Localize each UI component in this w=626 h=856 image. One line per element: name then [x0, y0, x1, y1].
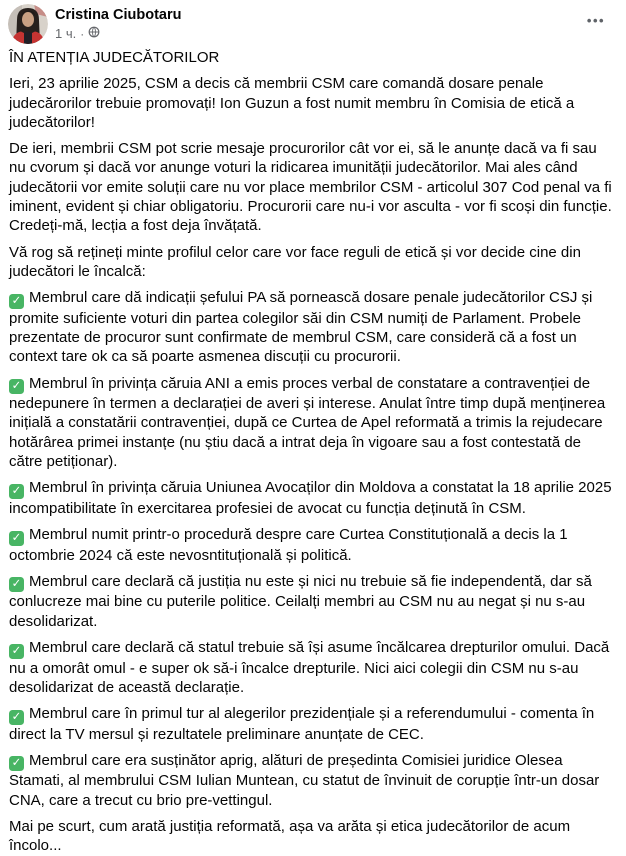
- check-icon: ✓: [9, 379, 24, 394]
- checklist-item: ✓ Membrul în privința căruia ANI a emis proces verbal de constatare a contravenției de nedepunere în termen a declarației de averi și interese. Anulat între timp după menținerea inițială a constatării contravenției, după ce Curtea de Apel reformată a trimis la rejudecare hotărârea primei instanțe (nu știu dacă a intrat deja în vigoare sau a fost contestată de către petiționar).: [9, 374, 606, 471]
- check-icon: ✓: [9, 531, 24, 546]
- check-icon: ✓: [9, 756, 24, 771]
- globe-icon: [88, 26, 100, 42]
- timestamp[interactable]: 1 ч.: [55, 25, 77, 41]
- author-name[interactable]: Cristina Ciubotaru: [55, 7, 182, 23]
- post-paragraph: Ieri, 23 aprilie 2025, CSM a decis că membrii CSM care comandă dosare penale judecărorilor trebuie promovați! Ion Guzun a fost numit membru în Comisia de etică a judecătorilor!: [9, 75, 575, 131]
- checklist-item: ✓ Membrul care era susținător aprig, alături de președinta Comisiei juridice Olesea Stamati, al membrului CSM Iulian Muntean, cu statut de învinuit de corupție într-un dosar CNA, care a trecut cu brio pre-vettingul.: [9, 751, 600, 809]
- post-header: [0, 0, 626, 45]
- post-paragraph: Mai pe scurt, cum arată justiția reformată, așa va arăta și etica judecătorilor de acum încolo...: [9, 818, 571, 855]
- post-meta: [55, 25, 181, 42]
- avatar-image: [8, 4, 48, 44]
- checklist-item: ✓ Membrul care în primul tur al alegerilor prezidențiale și a referendumului - comenta în direct la TV mersul și rezultatele preliminare anunțate de CEC.: [9, 705, 595, 743]
- check-icon: ✓: [9, 710, 24, 725]
- check-icon: ✓: [9, 644, 24, 659]
- check-icon: ✓: [9, 484, 24, 499]
- check-icon: ✓: [9, 577, 24, 592]
- post-paragraph: ÎN ATENȚIA JUDECĂTORILOR: [9, 49, 220, 66]
- checklist-item: ✓ Membrul numit printr-o procedură despre care Curtea Constituțională a decis la 1 octombrie 2024 că este nevosntituțională și politică.: [9, 526, 568, 564]
- avatar[interactable]: [8, 4, 48, 44]
- post-paragraph: De ieri, membrii CSM pot scrie mesaje procurorilor cât vor ei, să le anunțe dacă va fi sau nu cvorum și dacă vor anunge voturi la ridicarea imunității judecătorilor. Mai ales când judecătorii vor emite soluții care nu vor place membrilor CSM - articolul 307 Cod penal va fi iminent, evident și chiar obligatoriu. Procurorii care nu-i vor asculta - vor fi scoși din funcție. Credeți-mă, lecția a fost deja învățată.: [9, 140, 612, 235]
- checklist-item: ✓ Membrul care declară că statul trebuie să își asume încălcarea drepturilor omului. Dacă nu a omorât omul - e super ok să-i încalce drepturile. Nici aici colegii din CSM nu s-au desolidarizat de această declarație.: [9, 639, 610, 696]
- header-text: [55, 4, 181, 42]
- checklist-item: ✓ Membrul care declară că justiția nu este și nici nu trebuie să fie independentă, dar să conlucreze mai bine cu puterile politice. Ceilalți membri au CSM nu au negat și nu s-au desolidarizat.: [9, 572, 592, 630]
- check-icon: ✓: [9, 294, 24, 309]
- meta-separator: ·: [80, 26, 85, 41]
- checklist-item: ✓ Membrul în privința căruia Uniunea Avocaților din Moldova a constatat la 18 aprilie 2025 incompatibilitate în exercitarea profesiei de avocat cu funcția deținută în CSM.: [9, 479, 612, 517]
- more-options-button[interactable]: •••: [586, 12, 606, 28]
- post-paragraph: Vă rog să rețineți minte profilul celor care vor face reguli de etică și vor decide cine din judecători le încalcă:: [9, 243, 581, 280]
- checklist-item: ✓ Membrul care dă indicații șefului PA să pornească dosare penale judecătorilor CSJ și promite suficiente voturi din partea colegilor săi din CSM numiți de Parlament. Probele prezentate de procuror sunt confirmate de membrul CSM, care consideră că a fost un context tare ok ca să poarte asmenea discuții cu procurorii.: [9, 289, 593, 366]
- post-body: [0, 45, 626, 856]
